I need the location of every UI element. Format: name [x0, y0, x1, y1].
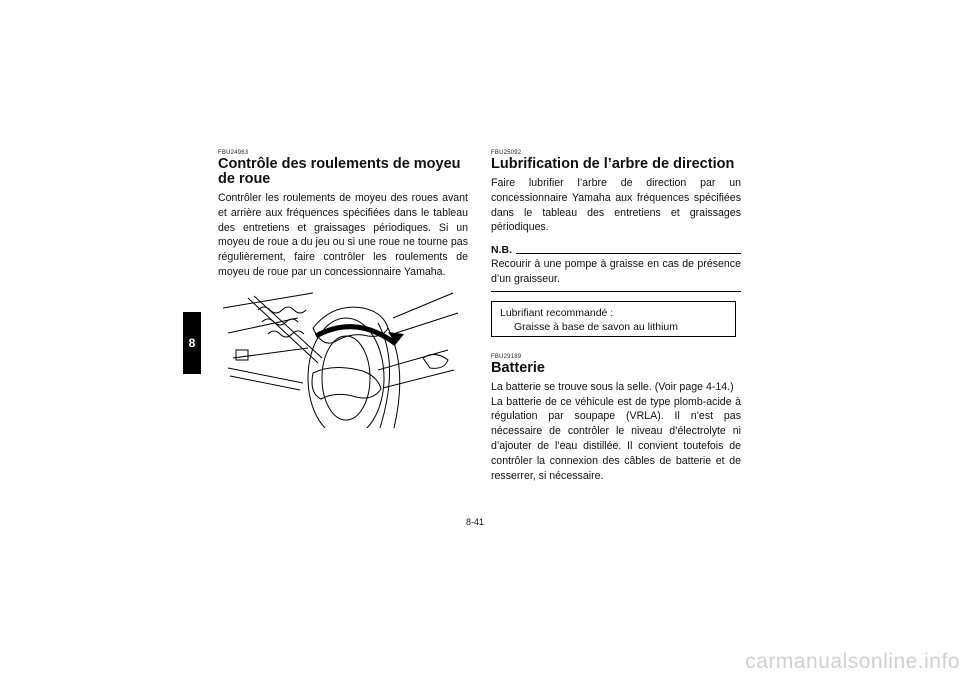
wheel-bearing-illustration — [218, 288, 466, 428]
lubricant-label: Lubrifiant recommandé : — [500, 306, 614, 319]
battery-text-1: La batterie se trouve sous la selle. (Voir page 4-14.) — [491, 380, 734, 393]
note-text: Recourir à une pompe à graisse en cas de présence d’un graisseur. — [491, 258, 741, 285]
watermark: carmanualsonline.info — [745, 650, 960, 673]
section-code: FBU29189 — [491, 353, 522, 360]
section-body: Faire lubrifier l’arbre de direction par un concessionnaire Yamaha aux fréquences spécifiées dans le tableau des entretiens et graissages périodiques. — [491, 177, 741, 234]
battery-text-2: La batterie de ce véhicule est de type plomb-acide à régulation par soupape (VRLA). Il n’est pas nécessaire de contrôler le niveau d’électrolyte ni d’ajouter de l’eau distillée. Il convient toutefois de contrôler la connexion des câbles de batterie et de resserrer, si nécessaire. — [491, 395, 741, 482]
right-column — [491, 150, 741, 483]
chapter-number: 8 — [188, 336, 196, 350]
lubricant-value: Graisse à base de savon au lithium — [514, 320, 679, 333]
note-header — [491, 243, 741, 256]
section-code: FBU24963 — [218, 150, 249, 156]
section-code: FBU25092 — [491, 150, 522, 156]
section-title: Batterie — [491, 359, 545, 376]
battery-section — [491, 354, 741, 484]
section-body: Contrôler les roulements de moyeu des roues avant et arrière aux fréquences spécifiées dans le tableau des entretiens et graissages périodiques. Si un moyeu de roue a du jeu ou si une roue ne tourne pas régulièrement, faire contrôler les roulements de moyeu de roue par un concessionnaire Yamaha. — [218, 192, 468, 278]
note-block — [491, 243, 741, 292]
left-column — [218, 150, 468, 280]
page-number: 8-41 — [466, 517, 485, 527]
section-title: Lubrification de l’arbre de direction — [491, 156, 735, 172]
note-label: N.B. — [491, 244, 512, 257]
section-title: Contrôle des roulements de moyeu de roue — [218, 156, 461, 187]
note-rule — [516, 253, 741, 254]
lubricant-box — [491, 301, 736, 337]
chapter-tab — [183, 312, 201, 374]
